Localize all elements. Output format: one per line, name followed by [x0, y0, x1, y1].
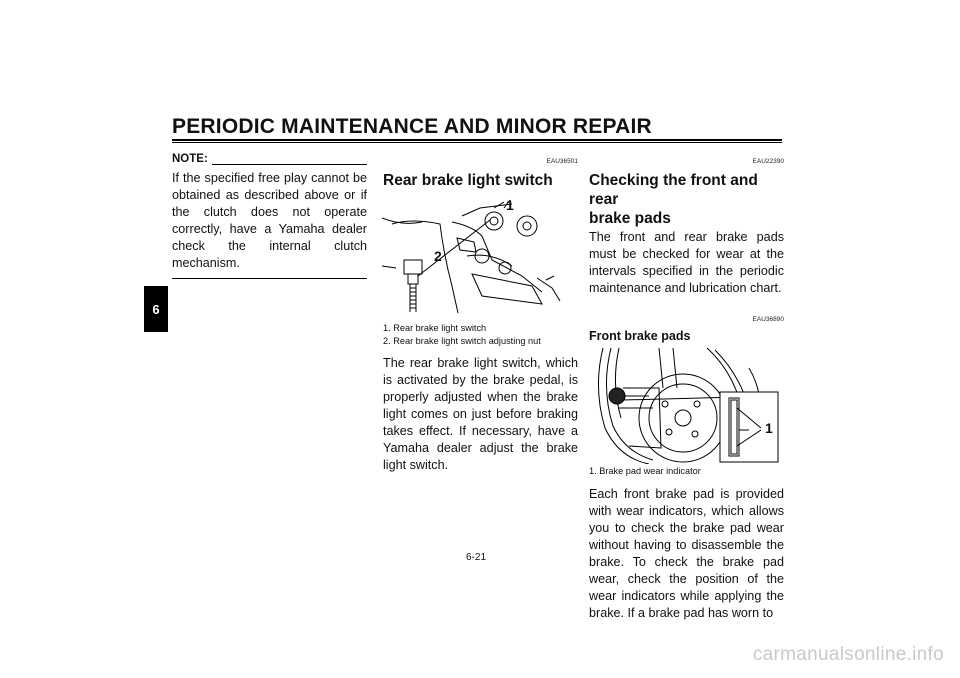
front-brake-pads-body: Each front brake pad is provided with wear indicators, which allows you to check the brake pad wear without having to disassemble the brake. To check the brake pad wear, check the position of the wear indicators while applying the brake. If a brake pad has worn to: [589, 486, 784, 620]
section-heading-line2: brake pads: [589, 210, 671, 227]
figure-caption-1: 1. Rear brake light switch: [383, 323, 487, 333]
figure-caption-2: 2. Rear brake light switch adjusting nut: [383, 335, 541, 346]
figure-callout-1: 1: [765, 420, 773, 436]
chapter-tab-number: 6: [152, 301, 160, 317]
section-code: EAU36501: [546, 158, 578, 165]
note-text: If the specified free play cannot be obtained as described above or if the clutch does not operate correctly, have a Yamaha dealer check the internal clutch mechanism.: [172, 171, 367, 270]
subsection-code: EAU36890: [752, 316, 784, 323]
subheading-front-brake-pads: Front brake pads: [589, 329, 691, 343]
right-column: [589, 153, 784, 622]
figure-caption-brake-pad-wear-indicator: 1. Brake pad wear indicator: [589, 466, 701, 476]
header-rule: [172, 139, 782, 141]
section-heading-rear-brake-light-switch: Rear brake light switch: [383, 172, 553, 189]
note-top-rule: [212, 164, 367, 165]
rear-brake-light-switch-figure: [382, 196, 567, 314]
rear-brake-switch-illustration: [382, 196, 567, 314]
brake-pads-intro: The front and rear brake pads must be checked for wear at the intervals specified in the periodic maintenance and lubrication chart.: [589, 230, 784, 295]
header-rule-thin: [172, 142, 782, 143]
note-bottom-rule: [172, 278, 367, 279]
page-number: 6-21: [466, 552, 487, 563]
note-header: [172, 151, 367, 168]
figure-callout-1: 1: [506, 197, 514, 213]
section-code: EAU22390: [752, 158, 784, 165]
page-header-title: PERIODIC MAINTENANCE AND MINOR REPAIR: [172, 115, 652, 138]
note-label: NOTE:: [172, 153, 208, 165]
front-brake-pads-figure: [589, 348, 779, 464]
rear-brake-switch-body: The rear brake light switch, which is activated by the brake pedal, is properly adjusted when the brake light comes on just before braking takes effect. If necessary, have a Yamaha dealer adjust the brake light switch.: [383, 356, 578, 472]
figure-callout-2: 2: [434, 248, 442, 264]
watermark: carmanualsonline.info: [752, 644, 944, 665]
middle-column: [383, 153, 578, 474]
section-heading-line1: Checking the front and rear: [589, 172, 758, 208]
left-column: [172, 151, 367, 279]
front-brake-caliper-illustration: [589, 348, 779, 464]
chapter-tab: [144, 286, 168, 332]
